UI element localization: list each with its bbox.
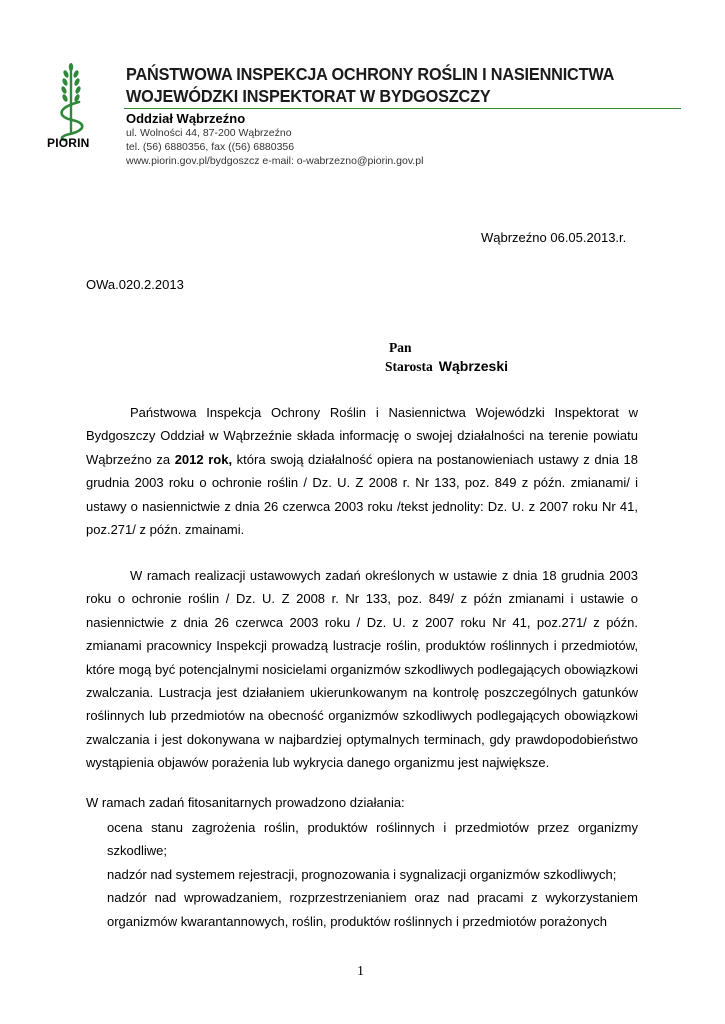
addressee-title: Starosta — [385, 359, 433, 374]
page-number: 1 — [357, 964, 364, 979]
reference-number: OWa.020.2.2013 — [86, 277, 184, 292]
list-item: nadzór nad systemem rejestracji, prognozowania i sygnalizacji organizmów szkodliwych; — [107, 866, 617, 882]
logo-text: PIORIN — [47, 136, 90, 150]
branch-phone: tel. (56) 6880356, fax ((56) 6880356 — [126, 141, 295, 153]
header-divider — [124, 108, 681, 109]
paragraph-1-year: 2012 rok, — [174, 451, 233, 467]
addressee-salutation: Pan — [389, 340, 412, 355]
list-item: nadzór nad wprowadzaniem, rozprzestrzenianiem oraz nad pracami z wykorzystaniem organizmów kwarantannowych, roślin, produktów roślinnych i przedmiotów porażonych — [107, 890, 638, 929]
paragraph-1 — [86, 401, 638, 541]
branch-web-email: www.piorin.gov.pl/bydgoszcz e-mail: o-wabrzezno@piorin.gov.pl — [126, 155, 424, 167]
paragraph-1-start: Państwowa Inspekcja Ochrony Roślin i Nasiennictwa Wojewódzki Inspektorat w Bydgoszczy Oddział w Wąbrzeźnie składa informację o swojej działalności na terenie powiatu Wąbrzeźno za — [86, 405, 638, 467]
paragraph-2-text: W ramach realizacji ustawowych zadań określonych w ustawie z dnia 18 grudnia 2003 roku o ochronie roślin / Dz. U. Z 2008 r. Nr 133, poz. 849/ z późn zmianami i ustawie o nasiennictwie z dnia 26 czerwca 2003 roku / Dz. U. z 2007 roku Nr 41, poz.271/ z późn. zmianami pracownicy Inspekcji prowadzą lustracje roślin, produktów roślinnych i przedmiotów, które mogą być potencjalnymi nosicielami organizmów szkodliwych podlegających obowiązkowi zwalczania. Lustracja jest działaniem ukierunkowanym na kontrolę poszczególnych gatunków roślinnych lub przedmiotów na obecność organizmów szkodliwych podlegających obowiązkowi zwalczania i jest dokonywana w najbardziej optymalnych terminach, gdy prawdopodobieństwo wystąpienia objawów porażenia lub wykrycia danego organizmu jest największe. — [86, 568, 638, 771]
branch-address: ul. Wolności 44, 87-200 Wąbrzeźno — [126, 127, 292, 139]
paragraph-1-end: która swoją działalność opiera na postanowieniach ustawy z dnia 18 grudnia 2003 roku o ochronie roślin / Dz. U. Z 2008 r. Nr 133, poz. 849 z późn. zmianami/ i ustawy o nasiennictwie z dnia 26 czerwca 2003 roku /tekst jednolity: Dz. U. z 2007 roku Nr 41, poz.271/ z późn. zmainami. — [86, 451, 639, 538]
addressee — [385, 358, 508, 376]
paragraph-2 — [86, 564, 638, 775]
institution-title: PAŃSTWOWA INSPEKCJA OCHRONY ROŚLIN I NASIENNICTWA — [126, 64, 615, 84]
addressee-name: Wąbrzeski — [438, 358, 509, 374]
list-intro: W ramach zadań fitosanitarnych prowadzono działania: — [86, 795, 405, 810]
inspectorate-title: WOJEWÓDZKI INSPEKTORAT W BYDGOSZCZY — [126, 86, 491, 106]
list-item: ocena stanu zagrożenia roślin, produktów roślinnych i przedmiotów przez organizmy szkodliwe; — [107, 820, 638, 859]
activities-list — [107, 816, 638, 933]
branch-name: Oddział Wąbrzeźno — [126, 111, 246, 126]
place-date: Wąbrzeźno 06.05.2013.r. — [481, 230, 627, 245]
